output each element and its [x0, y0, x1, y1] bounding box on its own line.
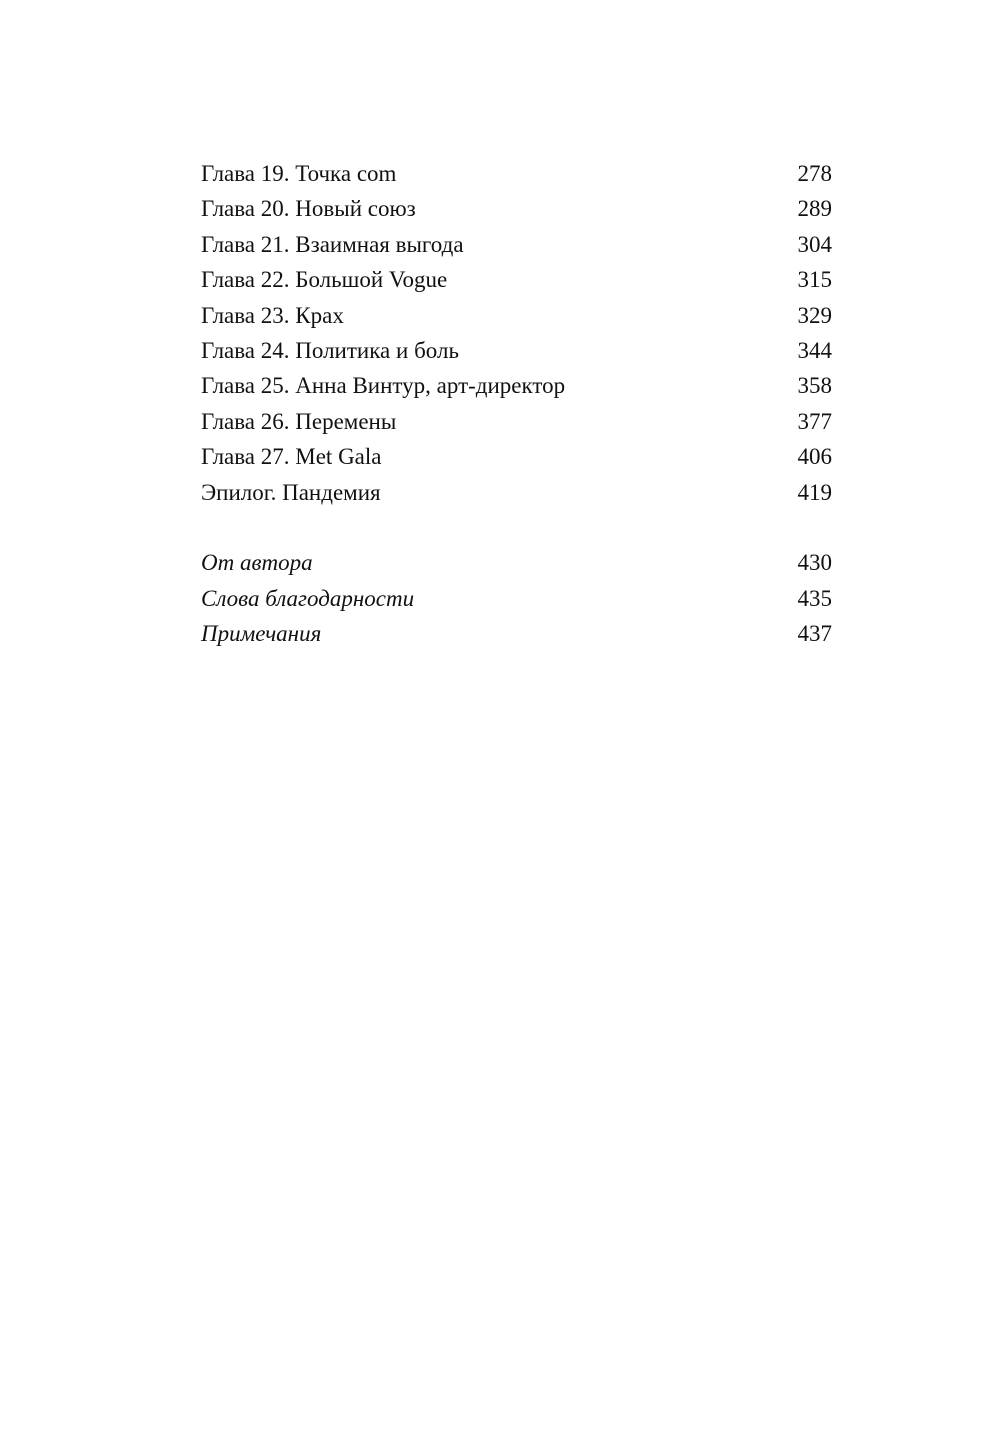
toc-entry-acknowledgements: [201, 581, 832, 616]
toc-entry-epilogue: [201, 475, 832, 510]
toc-entry-title: Глава 27. Met Gala: [201, 444, 382, 470]
toc-entry-page: 358: [797, 373, 832, 399]
toc-entry-title: Глава 24. Политика и боль: [201, 337, 459, 363]
toc-entry-chapter-27: [201, 439, 832, 474]
toc-entry-page: 289: [797, 196, 832, 222]
toc-entry-chapter-23: [201, 298, 832, 333]
toc-entry-title: Глава 26. Перемены: [201, 408, 397, 434]
toc-entry-page: 435: [797, 585, 832, 611]
toc-entry-title: Примечания: [201, 621, 322, 647]
toc-entry-chapter-21: [201, 227, 832, 262]
toc-entry-title: От автора: [201, 550, 313, 576]
toc-entry-chapter-26: [201, 404, 832, 439]
toc-entry-chapter-25: [201, 368, 832, 403]
toc-entry-notes: [201, 616, 832, 651]
toc-entry-title: Эпилог. Пандемия: [201, 479, 381, 505]
toc-entry-page: 329: [797, 302, 832, 328]
table-of-contents: [201, 156, 832, 651]
toc-entry-from-author: [201, 545, 832, 580]
toc-entry-page: 419: [797, 479, 832, 505]
toc-entry-title: Глава 19. Точка com: [201, 161, 397, 186]
toc-entry-title: Глава 20. Новый союз: [201, 196, 416, 222]
toc-entry-chapter-19: [201, 156, 832, 191]
toc-entry-title: Глава 25. Анна Винтур, арт-директор: [201, 373, 566, 399]
toc-entry-chapter-20: [201, 191, 832, 226]
toc-entry-page: 315: [797, 267, 832, 293]
toc-entry-title: Глава 23. Крах: [201, 302, 344, 328]
toc-entry-chapter-22: [201, 262, 832, 297]
toc-entry-page: 304: [797, 231, 832, 257]
toc-entry-title: Слова благодарности: [201, 585, 415, 611]
toc-entry-page: 377: [797, 408, 832, 434]
toc-entry-page: 278: [797, 161, 832, 186]
section-spacer: [201, 510, 832, 545]
toc-entry-page: 437: [797, 621, 832, 647]
toc-entry-title: Глава 21. Взаимная выгода: [201, 231, 464, 257]
toc-entry-title: Глава 22. Большой Vogue: [201, 267, 448, 293]
toc-entry-page: 430: [797, 550, 832, 576]
toc-entry-page: 344: [797, 337, 832, 363]
toc-entry-chapter-24: [201, 333, 832, 368]
toc-entry-page: 406: [797, 444, 832, 470]
